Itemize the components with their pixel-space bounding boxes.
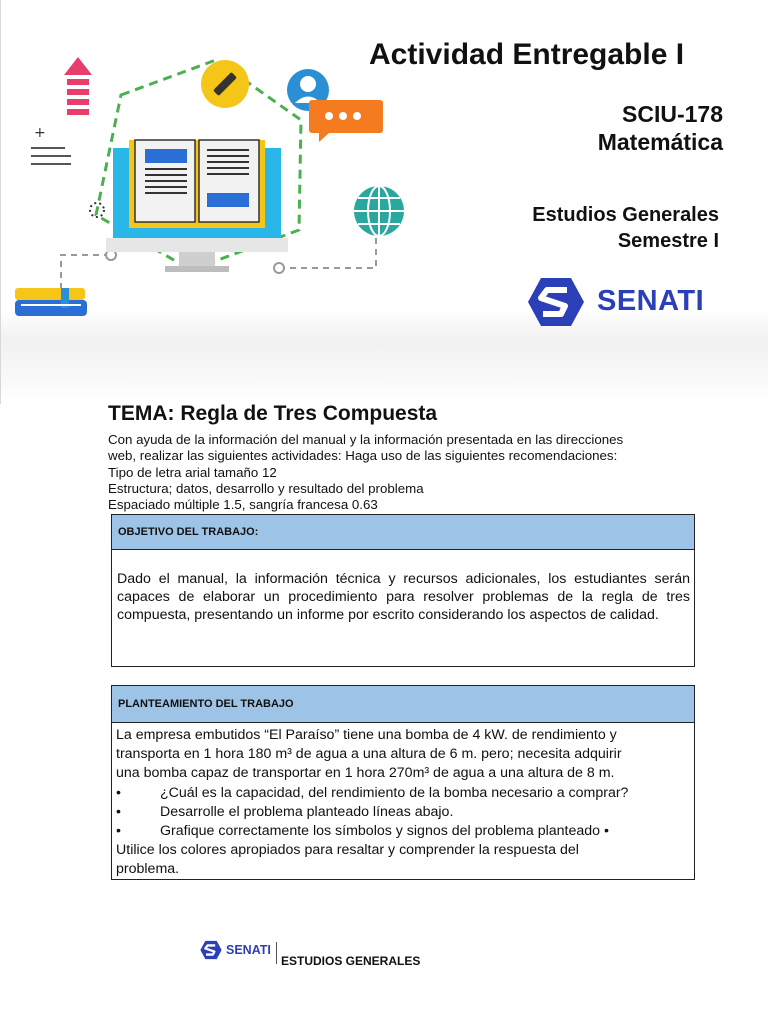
document-lines-icon (31, 125, 71, 165)
objective-heading: OBJETIVO DEL TRABAJO: (112, 515, 694, 550)
topic-heading: TEMA: Regla de Tres Compuesta (108, 402, 438, 425)
arrow-up-icon (64, 57, 92, 115)
bullet-icon: • (116, 823, 121, 840)
closing-line: Utilice los colores apropiados para resaltar y comprender la respuesta del (116, 842, 579, 859)
senati-footer-logo-icon (200, 940, 222, 960)
objective-box (111, 514, 695, 667)
objective-text: Dado el manual, la información técnica y recursos adicionales, los estudiantes serán capaces de elaborar un procedimiento para resolver problemas de la regla de tres compuesta, presentando un informe por escrito considerando los aspectos de calidad. (117, 571, 690, 623)
instruction-line: Espaciado múltiple 1.5, sangría francesa 0.63 (108, 497, 378, 513)
bullet-item (116, 784, 690, 803)
svg-text:+: + (34, 125, 46, 141)
cover-banner (0, 0, 768, 404)
pencil-icon (201, 60, 249, 108)
globe-icon (354, 186, 404, 236)
statement-heading: PLANTEAMIENTO DEL TRABAJO (112, 686, 694, 723)
program-name: Estudios Generales (532, 204, 719, 226)
program-info (532, 202, 719, 254)
statement-line: La empresa embutidos “El Paraíso” tiene una bomba de 4 kW. de rendimiento y (116, 727, 617, 743)
bullet-text: Grafique correctamente los símbolos y signos del problema planteado • (160, 823, 609, 840)
footer-department: ESTUDIOS GENERALES (281, 954, 421, 968)
statement-line: una bomba capaz de transportar en 1 hora 270m³ de agua a una altura de 8 m. (116, 765, 615, 782)
instructions (108, 432, 678, 513)
closing-line: problema. (116, 861, 180, 878)
instruction-line: web, realizar las siguientes actividades: Haga uso de las siguientes recomendaciones: (108, 448, 618, 464)
bullet-text: ¿Cuál es la capacidad, del rendimiento de la bomba necesario a comprar? (160, 784, 629, 801)
bullet-item (116, 822, 690, 841)
course-code: SCIU-178 (622, 101, 723, 127)
statement-line: transporta en 1 hora 180 m³ de agua a una altura de 6 m. pero; necesita adquirir (116, 746, 622, 763)
senati-logo-icon (527, 276, 585, 328)
footer-logo-text: SENATI (226, 943, 271, 957)
books-icon (15, 288, 87, 316)
bullet-icon: • (116, 784, 121, 801)
course-name: Matemática (597, 129, 723, 155)
bullet-text: Desarrolle el problema planteado líneas abajo. (160, 803, 454, 820)
instruction-line: Con ayuda de la información del manual y la información presentada en las direcciones (108, 432, 624, 447)
page-title: Actividad Entregable I (369, 38, 685, 71)
instruction-line: Estructura; datos, desarrollo y resultado del problema (108, 480, 424, 496)
statement-body (112, 723, 694, 880)
senati-logo-text: SENATI (597, 285, 705, 317)
statement-box (111, 685, 695, 880)
bullet-icon: • (116, 803, 121, 820)
semester-label: Semestre I (617, 230, 719, 252)
senati-logo (527, 276, 722, 328)
course-info (598, 100, 723, 156)
footer (200, 940, 460, 970)
monitor-book-icon (106, 140, 288, 272)
footer-divider (276, 942, 277, 964)
bullet-item (116, 803, 690, 822)
instruction-line: Tipo de letra arial tamaño 12 (108, 464, 277, 480)
